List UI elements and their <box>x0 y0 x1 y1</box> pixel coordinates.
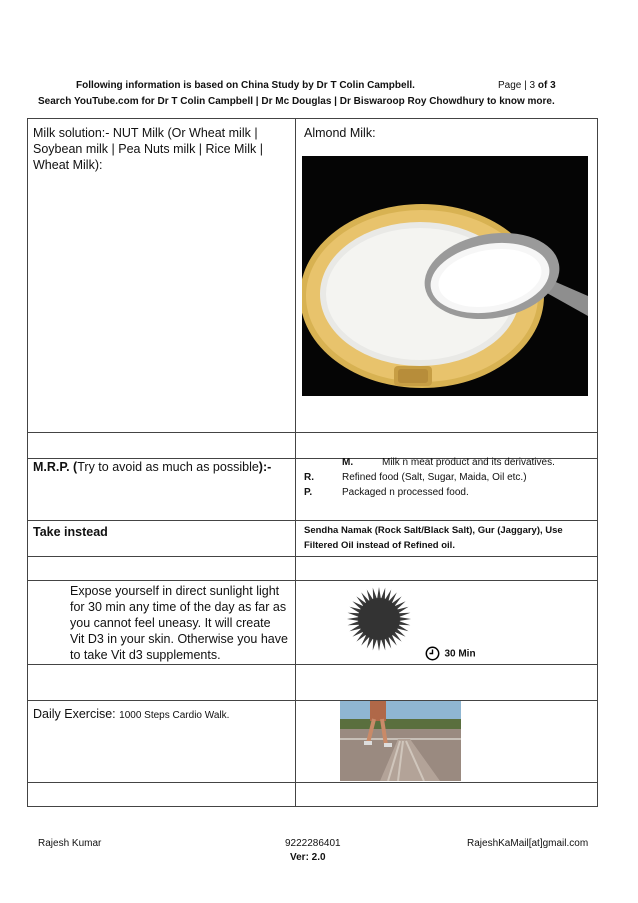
mrp-item-r: R. Refined food (Salt, Sugar, Maida, Oil etc.) <box>304 472 527 483</box>
cardio-walk-photo <box>340 701 461 781</box>
sunlight-text: Expose yourself in direct sunlight light for 30 min any time of the day as far as you cannot feel uneasy. It will create Vit D3 in your skin. Otherwise you have to take Vit d3 supplements. <box>70 584 288 662</box>
header-search-line: Search YouTube.com for Dr T Colin Campbell | Dr Mc Douglas | Dr Biswaroop Roy Chowdhury to know more. <box>38 96 555 107</box>
mrp-item-p: P. Packaged n processed food. <box>304 487 469 498</box>
exercise-label: Daily Exercise: 1000 Steps Cardio Walk. <box>33 707 230 721</box>
footer-name: Rajesh Kumar <box>38 838 102 849</box>
footer-phone: 9222286401 <box>285 838 341 849</box>
almond-milk-label: Almond Milk: <box>304 126 376 140</box>
almond-milk-photo <box>302 156 588 396</box>
header-source-line: Following information is based on China Study by Dr T Colin Campbell. <box>76 80 415 91</box>
mrp-item-m: M. Milk n meat product and its derivatives. <box>342 457 555 468</box>
duration: 30 Min <box>425 645 476 663</box>
footer-email: RajeshKaMail[at]gmail.com <box>467 838 589 849</box>
take-instead-label: Take instead <box>33 525 108 539</box>
page-number: Page | 3 of 3 <box>498 80 556 91</box>
clock-icon <box>425 646 440 661</box>
sun-icon <box>346 586 412 652</box>
milk-solution-text: Milk solution:- NUT Milk (Or Wheat milk | Soybean milk | Pea Nuts milk | Rice Milk | Wheat Milk): <box>33 126 263 172</box>
mrp-label: M.R.P. (Try to avoid as much as possible):- <box>33 460 272 474</box>
footer-version: Ver: 2.0 <box>290 852 326 863</box>
take-instead-text: Sendha Namak (Rock Salt/Black Salt), Gur (Jaggary), Use Filtered Oil instead of Refined oil. <box>304 525 563 551</box>
